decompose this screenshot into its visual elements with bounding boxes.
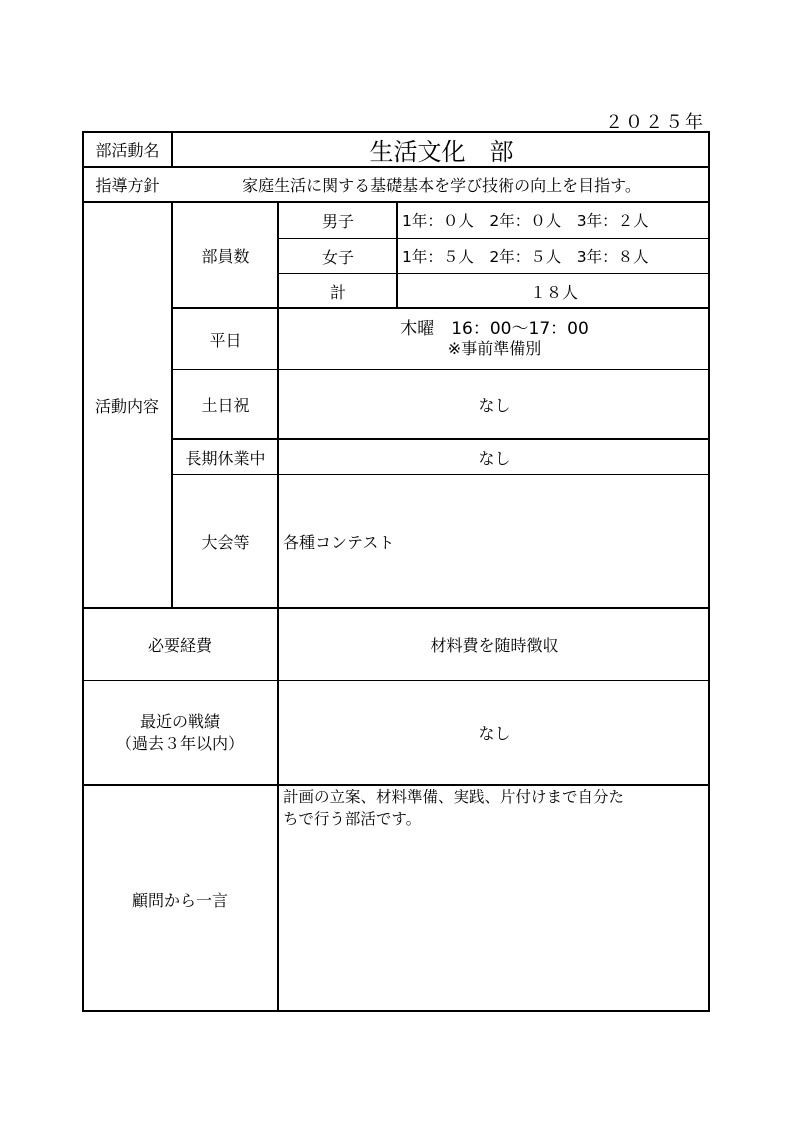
results-label-line2: （過去３年以内） bbox=[115, 733, 244, 753]
members-label: 部員数 bbox=[201, 246, 250, 266]
weekend-label: 土日祝 bbox=[201, 396, 250, 415]
expenses-label: 必要経費 bbox=[147, 636, 212, 655]
year-label: ２０２５年 bbox=[605, 112, 705, 133]
vacation-value: なし bbox=[478, 448, 511, 468]
advisor-label: 顧問から一言 bbox=[131, 890, 228, 910]
boys-label: 男子 bbox=[321, 211, 354, 231]
policy-label: 指導方針 bbox=[95, 176, 160, 195]
results-label-line1: 最近の戦績 bbox=[139, 711, 220, 731]
tournament-value: 各種コンテスト bbox=[283, 532, 395, 552]
advisor-message bbox=[279, 786, 710, 1012]
club-name: 生活文化 部 bbox=[369, 137, 514, 166]
girls-label: 女子 bbox=[321, 247, 354, 267]
boys-count: 1年：０人 2年：０人 3年：２人 bbox=[402, 212, 649, 230]
tournament-label: 大会等 bbox=[201, 532, 250, 552]
weekday-note: ※事前準備別 bbox=[447, 339, 542, 358]
total-count: １８人 bbox=[529, 282, 578, 302]
girls-count: 1年：５人 2年：５人 3年：８人 bbox=[402, 248, 649, 266]
total-label: 計 bbox=[329, 282, 346, 302]
activity-label: 活動内容 bbox=[94, 396, 159, 416]
expenses-value: 材料費を随時徴収 bbox=[430, 636, 559, 655]
weekday-schedule bbox=[279, 309, 710, 369]
weekend-value: なし bbox=[478, 396, 511, 415]
weekday-time: 木曜 16：00～17：00 bbox=[400, 319, 589, 339]
weekday-label: 平日 bbox=[209, 330, 242, 350]
club-name-label: 部活動名 bbox=[95, 140, 160, 160]
advisor-message-line1: 計画の立案、材料準備、実践、片付けまで自分た bbox=[283, 788, 625, 806]
results-value: なし bbox=[478, 724, 511, 743]
advisor-message-line2: ちで行う部活です。 bbox=[283, 810, 422, 828]
policy-text: 家庭生活に関する基礎基本を学び技術の向上を目指す。 bbox=[242, 176, 641, 195]
vacation-label: 長期休業中 bbox=[185, 448, 266, 468]
results-label bbox=[82, 681, 278, 784]
